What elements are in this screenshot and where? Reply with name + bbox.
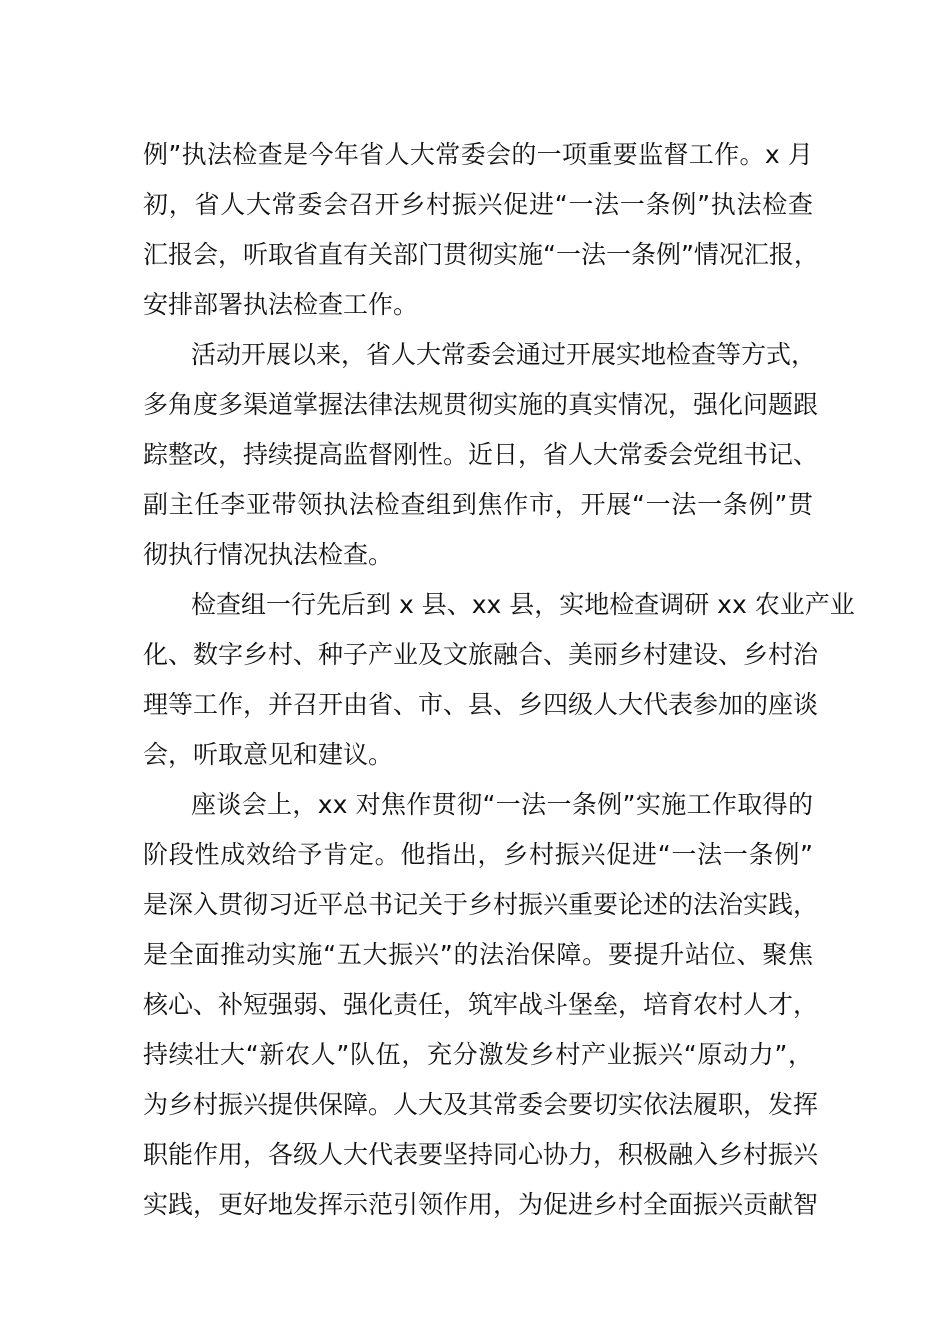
text-line: 理等工作，并召开由省、市、县、乡四级人大代表参加的座谈 bbox=[143, 690, 819, 719]
text-line: 检查组一行先后到 x 县、xx 县，实地检查调研 xx 农业产业 bbox=[191, 590, 855, 619]
text-line: 是深入贯彻习近平总书记关于乡村振兴重要论述的法治实践， bbox=[143, 890, 819, 919]
text-line: 安排部署执法检查工作。 bbox=[143, 290, 419, 319]
text-line: 持续壮大“新农人”队伍，充分激发乡村产业振兴“原动力”， bbox=[143, 1040, 813, 1069]
text-line: 多角度多渠道掌握法律法规贯彻实施的真实情况，强化问题跟 bbox=[143, 390, 819, 419]
text-line: 化、数字乡村、种子产业及文旅融合、美丽乡村建设、乡村治 bbox=[143, 640, 819, 669]
text-line: 活动开展以来，省人大常委会通过开展实地检查等方式， bbox=[191, 340, 817, 369]
text-line: 为乡村振兴提供保障。人大及其常委会要切实依法履职，发挥 bbox=[143, 1090, 819, 1119]
text-line: 实践，更好地发挥示范引领作用，为促进乡村全面振兴贡献智 bbox=[143, 1190, 819, 1219]
text-line: 副主任李亚带领执法检查组到焦作市，开展“一法一条例”贯 bbox=[143, 490, 813, 519]
text-line: 座谈会上，xx 对焦作贯彻“一法一条例”实施工作取得的 bbox=[191, 790, 813, 819]
document-body bbox=[143, 130, 855, 1230]
text-line: 是全面推动实施“五大振兴”的法治保障。要提升站位、聚焦 bbox=[143, 940, 813, 969]
text-line: 汇报会，听取省直有关部门贯彻实施“一法一条例”情况汇报， bbox=[143, 240, 819, 269]
text-line: 彻执行情况执法检查。 bbox=[143, 540, 394, 569]
text-line: 职能作用，各级人大代表要坚持同心协力，积极融入乡村振兴 bbox=[143, 1140, 819, 1169]
text-line: 会，听取意见和建议。 bbox=[143, 740, 394, 769]
text-line: 阶段性成效给予肯定。他指出，乡村振兴促进“一法一条例” bbox=[143, 840, 813, 869]
text-line: 初，省人大常委会召开乡村振兴促进“一法一条例”执法检查 bbox=[143, 190, 813, 219]
text-line: 例”执法检查是今年省人大常委会的一项重要监督工作。x 月 bbox=[143, 140, 813, 169]
text-line: 核心、补短强弱、强化责任，筑牢战斗堡垒，培育农村人才， bbox=[143, 990, 819, 1019]
text-line: 踪整改，持续提高监督刚性。近日，省人大常委会党组书记、 bbox=[143, 440, 819, 469]
